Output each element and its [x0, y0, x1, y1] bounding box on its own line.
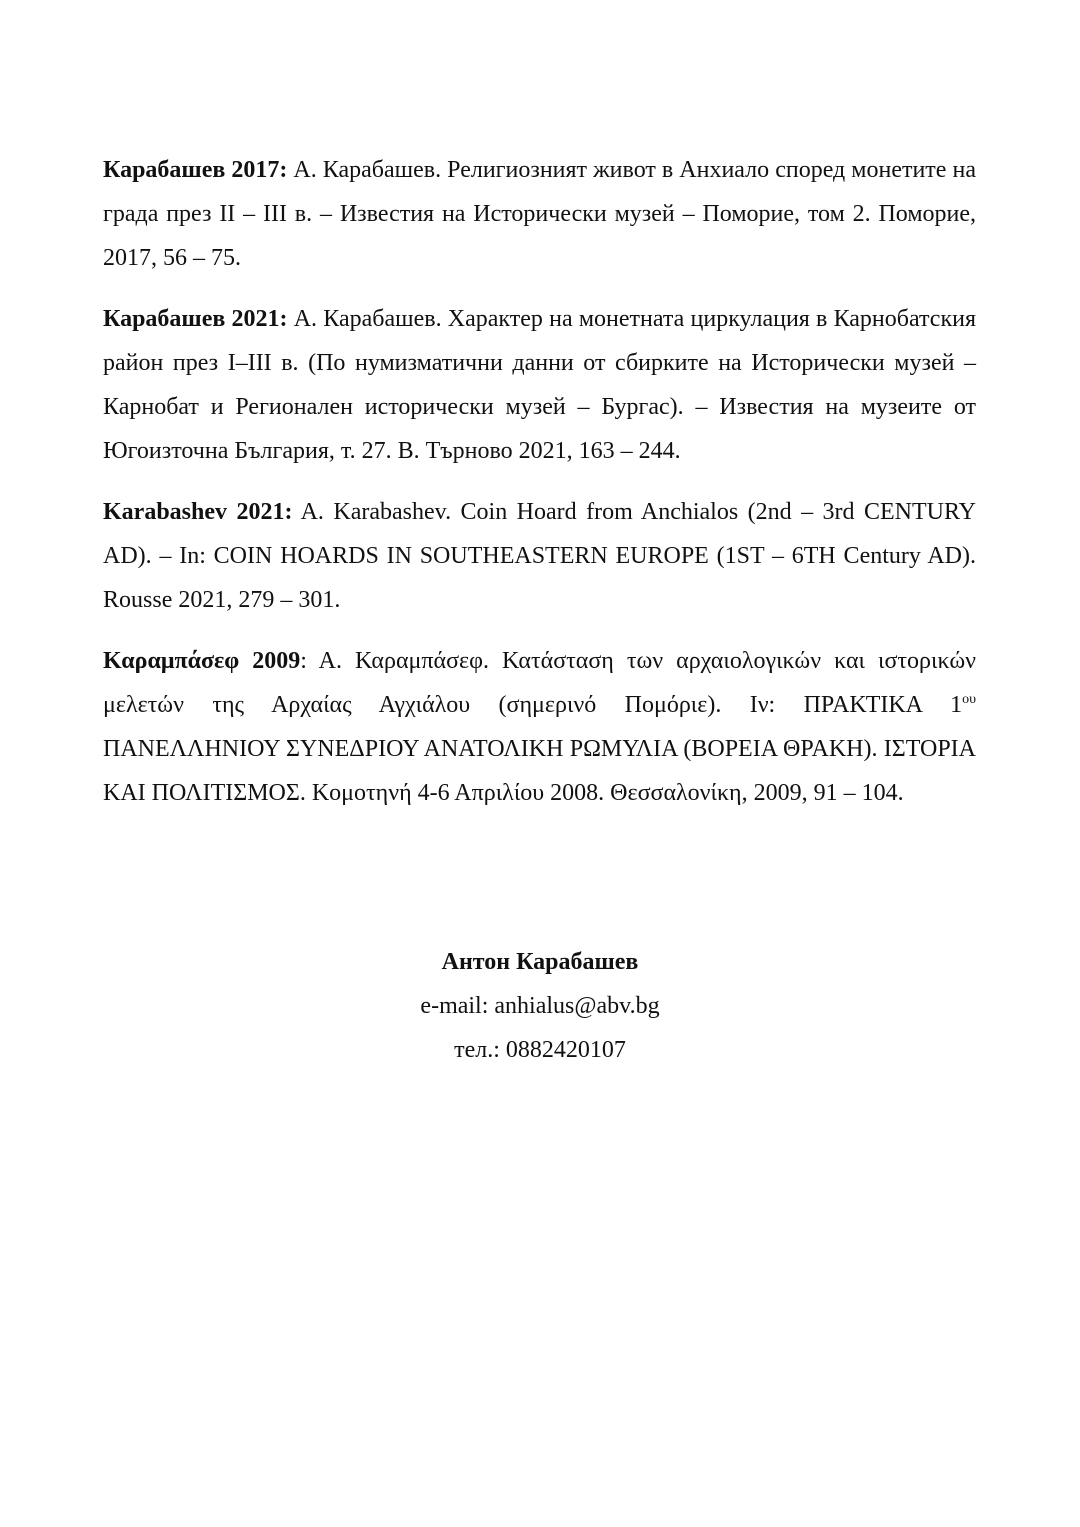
ordinal-superscript: ου	[962, 692, 976, 707]
reference-karabashev-2017-bg	[103, 148, 976, 280]
reference-text: А. Карабашев. Религиозният живот в Анхиало според монетите на града през II – III в. – Известия на Исторически музей – Поморие, том 2. Поморие, 2017, 56 – 75.	[103, 157, 976, 271]
reference-karabashev-2021-en	[103, 490, 976, 622]
author-name: Антон Карабашев	[441, 949, 639, 975]
author-signature	[0, 940, 1080, 1072]
reference-key: Карабашев 2021:	[103, 306, 288, 332]
reference-text: : Α. Καραμπάσεφ. Κατάσταση των αρχαιολογικών και ιστορικών μελετών της Αρχαίας Αγχιάλου (σημερινό Πομόριε). Ιν: ΠΡΑΚΤΙΚΑ 1	[103, 648, 976, 718]
author-phone: тел.: 0882420107	[454, 1037, 626, 1063]
reference-text: A. Karabashev. Coin Hoard from Anchialos (2nd – 3rd CENTURY AD). – In: COIN HOARDS IN SOUTHEASTERN EUROPE (1ST – 6TH Century AD). Rousse 2021, 279 – 301.	[103, 499, 976, 613]
reference-key: Карабашев 2017:	[103, 157, 288, 183]
reference-karabashev-2021-bg	[103, 297, 976, 473]
reference-karabasef-2009-gr	[103, 639, 976, 815]
reference-key: Karabashev 2021:	[103, 499, 293, 525]
author-email: e-mail: anhialus@abv.bg	[420, 993, 660, 1019]
bibliography	[103, 148, 976, 832]
reference-key: Καραμπάσεφ 2009	[103, 648, 301, 674]
reference-text: А. Карабашев. Характер на монетната циркулация в Карнобатския район през I–III в. (По нумизматични данни от сбирките на Исторически музей – Карнобат и Регионален исторически музей – Бургас). – Известия на музеите от Югоизточна България, т. 27. В. Търново 2021, 163 – 244.	[103, 306, 976, 464]
reference-text-continued: ΠΑΝΕΛΛΗΝΙΟΥ ΣΥΝΕΔΡΙΟΥ ΑΝΑΤΟΛΙΚΗ ΡΩΜΥΛΙΑ (ΒΟΡΕΙΑ ΘΡΑΚΗ). ΙΣΤΟΡΙΑ ΚΑΙ ΠΟΛΙΤΙΣΜΟΣ. Κομοτηνή 4-6 Απριλίου 2008. Θεσσαλονίκη, 2009, 91 – 104.	[103, 736, 976, 806]
